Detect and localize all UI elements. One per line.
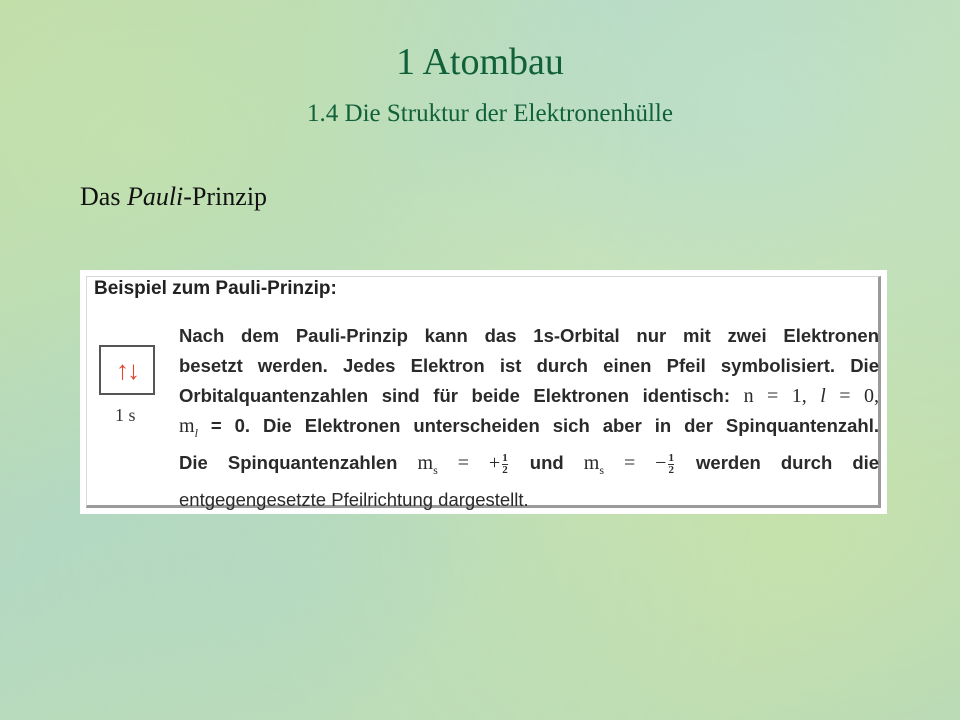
math-ms-sub-2: s: [599, 463, 604, 477]
math-ms-symbol: m: [417, 452, 434, 474]
fraction-den: 2: [502, 463, 508, 476]
slide-title: 1 Atombau: [396, 41, 564, 83]
fraction-half-2: [668, 453, 674, 476]
figure-frame: [86, 276, 881, 508]
text-und: und: [529, 452, 564, 473]
orbital-box: [99, 345, 155, 395]
math-l-symbol: l: [820, 385, 826, 407]
pauli-example-figure: [80, 270, 887, 514]
math-minus: = −: [623, 452, 667, 474]
text-line-6: entgegengesetzte Pfeilrichtung dargestellt.: [179, 489, 529, 510]
math-ml: [179, 415, 198, 440]
math-ms-plus: [417, 452, 501, 477]
math-ml-symbol: m: [179, 415, 195, 437]
fraction-half: [502, 453, 508, 476]
section-heading: [80, 182, 267, 212]
heading-text-post: -Prinzip: [183, 182, 268, 211]
fraction-num-2: 1: [668, 451, 674, 464]
math-l: [820, 385, 879, 407]
orbital-label: 1 s: [115, 405, 136, 425]
math-plus: = +: [457, 452, 501, 474]
slide-subtitle: 1.4 Die Struktur der Elektronenhülle: [307, 100, 673, 127]
text-line-4-words: = 0. Die Elektronen unterscheiden sich aber in der Spinquantenzahl.: [210, 415, 880, 436]
math-ms-symbol-2: m: [583, 452, 600, 474]
spin-arrows-icon: ↑↓: [116, 354, 138, 385]
text-line-2: besetzt werden. Jedes Elektron ist durch einen Pfeil symbolisiert. Die: [179, 355, 879, 376]
heading-text-pre: Das: [80, 182, 127, 211]
fraction-num: 1: [502, 451, 508, 464]
text-line-3-words: Orbitalquantenzahlen sind für beide Elektronen identisch:: [179, 385, 730, 406]
figure-title: Beispiel zum Pauli-Prinzip:: [94, 278, 337, 299]
math-l-value: = 0,: [839, 385, 880, 407]
text-line-4: [179, 411, 879, 448]
heading-text-italic: Pauli: [126, 182, 184, 211]
math-ms-sub: s: [433, 463, 438, 477]
text-line-5-post: werden durch die: [696, 452, 880, 473]
text-line-5-pre: Die Spinquantenzahlen: [179, 452, 398, 473]
fraction-den-2: 2: [668, 463, 674, 476]
text-line-1: Nach dem Pauli-Prinzip kann das 1s-Orbital nur mit zwei Elektronen: [179, 325, 879, 346]
figure-body-text: [179, 321, 879, 515]
math-n: n = 1,: [743, 385, 807, 407]
text-line-3: [179, 381, 879, 411]
math-ms-minus: [583, 452, 667, 477]
math-ml-sub: l: [194, 426, 198, 440]
text-line-5: [179, 448, 879, 485]
